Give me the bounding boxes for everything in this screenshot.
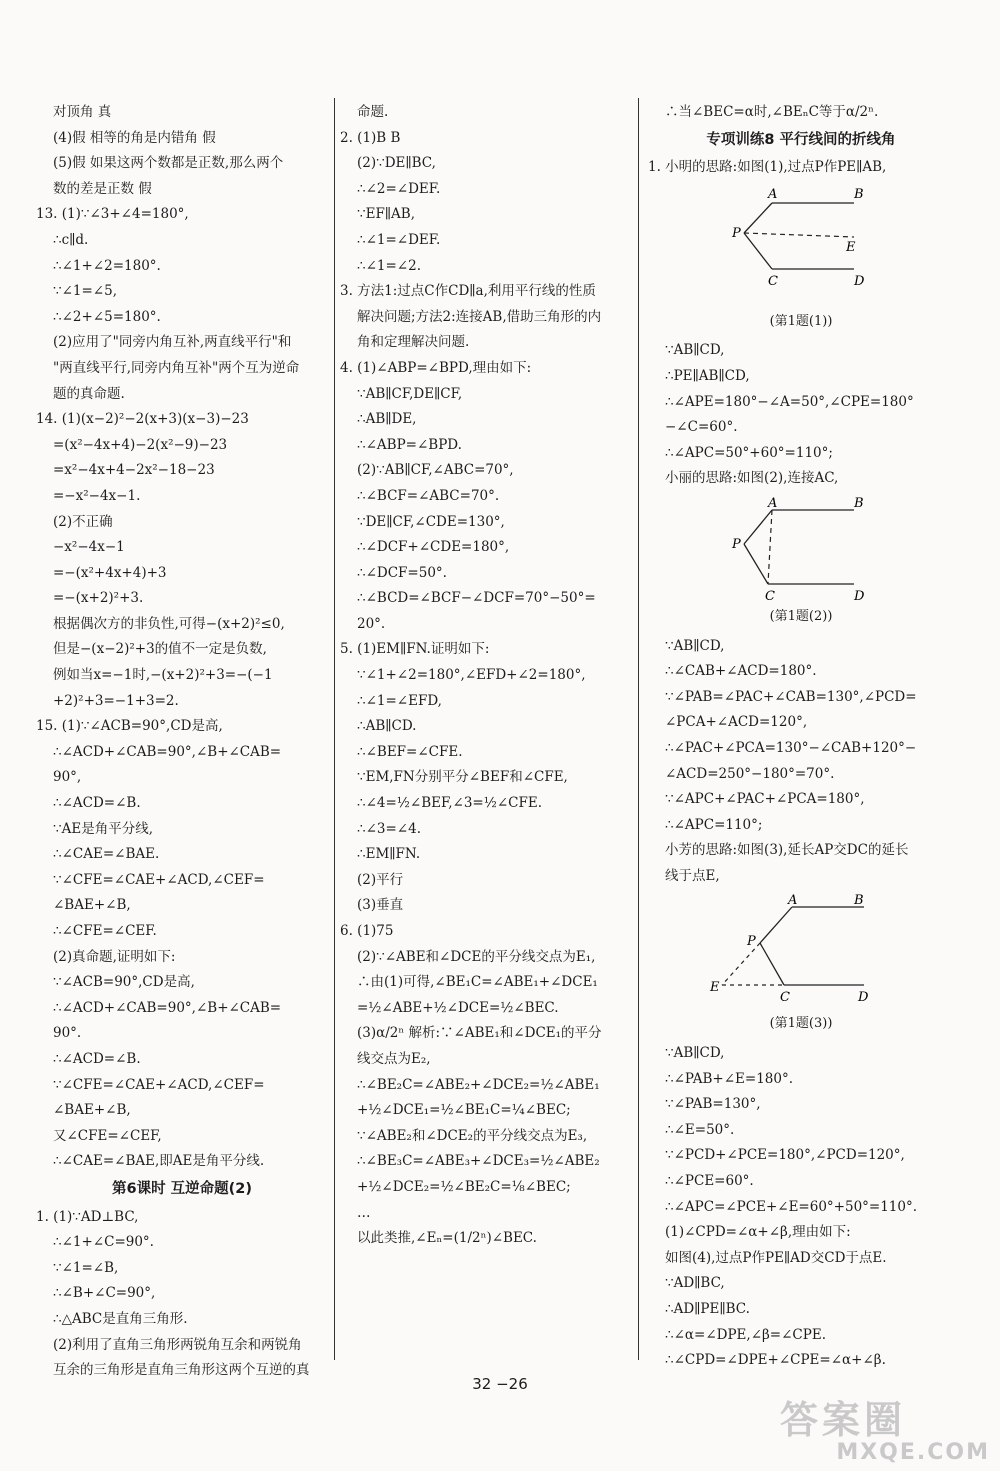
- answer-line: ∴∠CAE=∠BAE.: [53, 846, 160, 863]
- answer-line: (2)平行: [357, 871, 404, 888]
- figure-2: [648, 496, 954, 630]
- answer-line: 以此类推,∠Eₙ=(1/2ⁿ)∠BEC.: [357, 1230, 537, 1247]
- answer-line: ∴∠DCF+∠CDE=180°,: [357, 539, 510, 556]
- answer-line: ∴∠1=∠DEF.: [357, 231, 441, 248]
- answer-line: ∴∠CAB+∠ACD=180°.: [665, 663, 817, 680]
- label-A: A: [768, 186, 778, 202]
- answer-line: 如图(4),过点P作PE∥AD交CD于点E.: [665, 1249, 887, 1266]
- answer-line: ∵∠PCD+∠PCE=180°,∠PCD=120°,: [665, 1147, 905, 1164]
- answer-line: ∵AB∥CF,DE∥CF,: [357, 385, 463, 402]
- answer-line: 5. (1)EM∥FN.证明如下:: [340, 641, 490, 658]
- answer-line: ∴∠CPD=∠DPE+∠CPE=∠α+∠β.: [665, 1352, 886, 1369]
- question-1-intro: 1. 小明的思路:如图(1),过点P作PE∥AB,: [648, 159, 887, 176]
- answer-line: ∵∠APC+∠PAC+∠PCA=180°,: [665, 791, 865, 808]
- answer-line: ∴∠BEF=∠CFE.: [357, 743, 463, 760]
- column-divider-1: [334, 98, 335, 1360]
- label-A: A: [768, 495, 778, 511]
- answer-line: ∴∠BCD=∠BCF−∠DCF=70°−50°=: [357, 590, 596, 607]
- answer-line: ∵DE∥CF,∠CDE=130°,: [357, 513, 505, 530]
- answer-line: (2)真命题,证明如下:: [53, 948, 176, 965]
- page-number: 32 −26: [472, 1375, 528, 1393]
- label-D: D: [854, 273, 865, 289]
- answer-line: ∵∠ABE₂和∠DCE₂的平分线交点为E₃,: [357, 1127, 588, 1144]
- answer-line: ∴∠APC=∠PCE+∠E=60°+50°=110°.: [665, 1198, 918, 1215]
- answer-line: 20°.: [357, 615, 386, 632]
- figure-3-caption: (第1题(3)): [769, 1016, 833, 1032]
- answer-line: 互余的三角形是直角三角形这两个互逆的真: [53, 1362, 310, 1379]
- answer-line: (3)α/2ⁿ 解析:∵∠ABE₁和∠DCE₁的平分: [357, 1025, 602, 1042]
- figure-2-diagram: [648, 496, 948, 604]
- answer-column-2: [340, 100, 630, 1252]
- figure-3-diagram: [648, 893, 948, 1011]
- answer-line: ∵EF∥AB,: [357, 206, 416, 223]
- label-E: E: [846, 239, 856, 255]
- answer-line: −∠C=60°.: [665, 419, 738, 436]
- answer-line: 小芳的思路:如图(3),延长AP交DC的延长: [665, 842, 909, 859]
- answer-line: ∴AB∥DE,: [357, 411, 417, 428]
- answer-line: 解决问题;方法2:连接AB,借助三角形的内: [357, 308, 602, 325]
- answer-column-1: [36, 100, 328, 1384]
- answer-line: 小丽的思路:如图(2),连接AC,: [665, 470, 839, 487]
- answer-line: (4)假 相等的角是内错角 假: [53, 129, 216, 146]
- answer-line: ∴∠BCF=∠ABC=70°.: [357, 487, 500, 504]
- answer-line: ∴由(1)可得,∠BE₁C=∠ABE₁+∠DCE₁: [357, 974, 598, 991]
- answer-line: ∴∠1+∠C=90°.: [53, 1234, 154, 1251]
- label-B: B: [854, 893, 864, 909]
- answer-line: 1. (1)∵AD⊥BC,: [36, 1208, 139, 1225]
- answer-line: ∴∠4=½∠BEF,∠3=½∠CFE.: [357, 795, 542, 812]
- answer-line: ∴∠PAB+∠E=180°.: [665, 1070, 794, 1087]
- answer-line: ∠BAE+∠B,: [53, 1102, 131, 1119]
- answer-line: ∵AB∥CD,: [665, 342, 725, 359]
- answer-line: ∵∠1=∠B,: [53, 1259, 119, 1276]
- answer-line: ∴∠APE=180°−∠A=50°,∠CPE=180°: [665, 393, 914, 410]
- answer-line: +½∠DCE₁=½∠BE₁C=¼∠BEC;: [357, 1102, 571, 1119]
- answer-line: ∵EM,FN分别平分∠BEF和∠CFE,: [357, 769, 568, 786]
- answer-line: ∴∠PAC+∠PCA=130°−∠CAB+120°−: [665, 739, 917, 756]
- answer-line: (2)∵AB∥CF,∠ABC=70°,: [357, 462, 514, 479]
- answer-line: ∵∠1+∠2=180°,∠EFD+∠2=180°,: [357, 667, 586, 684]
- label-E: E: [710, 980, 720, 996]
- answer-line: 数的差是正数 假: [53, 180, 152, 197]
- answer-line: 题的真命题.: [53, 385, 125, 402]
- answer-line: 3. 方法1:过点C作CD∥a,利用平行线的性质: [340, 283, 596, 300]
- answer-line: …: [357, 1204, 371, 1221]
- label-A: A: [788, 893, 798, 909]
- answer-line: ∵∠PAB=∠PAC+∠CAB=130°,∠PCD=: [665, 688, 917, 705]
- answer-line: ∴当∠BEC=α时,∠BEₙC等于α/2ⁿ.: [665, 104, 879, 120]
- answer-line: 角和定理解决问题.: [357, 334, 470, 351]
- answer-line: ∴PE∥AB∥CD,: [665, 367, 750, 384]
- answer-line: =−x²−4x−1.: [53, 487, 141, 504]
- answer-line: (2)应用了"同旁内角互补,两直线平行"和: [53, 334, 292, 351]
- label-B: B: [854, 495, 864, 511]
- answer-column-3: [648, 100, 954, 1374]
- answer-line: =(x²−4x+4)−2(x²−9)−23: [53, 436, 228, 453]
- answer-line: ∠ACD=250°−180°=70°.: [665, 765, 835, 782]
- answer-line: ∴∠ACD=∠B.: [53, 795, 141, 812]
- answer-line: ∠PCA+∠ACD=120°,: [665, 714, 808, 731]
- answer-line: 线交点为E₂,: [357, 1050, 431, 1067]
- answer-line: ∠BAE+∠B,: [53, 897, 131, 914]
- answer-line: 6. (1)75: [340, 923, 394, 939]
- answer-line: ∴∠DCF=50°.: [357, 564, 447, 581]
- answer-line: ∴∠2=∠DEF.: [357, 180, 441, 197]
- answer-line: ∴EM∥FN.: [357, 846, 421, 863]
- answer-line: ∵∠1=∠5,: [53, 283, 117, 300]
- answer-line: ∴∠α=∠DPE,∠β=∠CPE.: [665, 1326, 826, 1343]
- answer-line: ∵AE是角平分线,: [53, 820, 153, 837]
- figure-2-caption: (第1题(2)): [769, 608, 833, 624]
- answer-line: ∴∠ACD=∠B.: [53, 1050, 141, 1067]
- label-P: P: [747, 934, 756, 950]
- answer-line: ∵∠CFE=∠CAE+∠ACD,∠CEF=: [53, 1076, 265, 1093]
- answer-line: (2)不正确: [53, 513, 113, 530]
- answer-line: 又∠CFE=∠CEF,: [53, 1127, 162, 1144]
- label-C: C: [768, 273, 778, 289]
- answer-line: ∵∠PAB=130°,: [665, 1096, 761, 1113]
- answer-line: 根据偶次方的非负性,可得−(x+2)²≤0,: [53, 615, 285, 632]
- answer-line: ∴∠CFE=∠CEF.: [53, 923, 157, 939]
- answer-line: −x²−4x−1: [53, 539, 125, 556]
- answer-line: ∴AD∥PE∥BC.: [665, 1301, 750, 1317]
- figure-1-diagram: [648, 185, 948, 309]
- answer-line: 90°.: [53, 1025, 82, 1042]
- answer-line: ∴∠1=∠EFD,: [357, 692, 442, 709]
- answer-line: (2)∵DE∥BC,: [357, 155, 436, 172]
- answer-line: ∴∠1+∠2=180°.: [53, 257, 161, 274]
- answer-line: ∴△ABC是直角三角形.: [53, 1310, 188, 1327]
- answer-line: ∴∠B+∠C=90°,: [53, 1285, 156, 1302]
- answer-line: (2)∵∠ABE和∠DCE的平分线交点为E₁,: [357, 948, 596, 965]
- label-C: C: [780, 990, 790, 1006]
- figure-3: [648, 893, 954, 1037]
- answer-line: ∵AB∥CD,: [665, 637, 725, 654]
- answer-line: (1)∠CPD=∠α+∠β,理由如下:: [665, 1224, 851, 1241]
- answer-line: 但是−(x−2)²+3的值不一定是负数,: [53, 641, 267, 658]
- answer-line: ∴c∥d.: [53, 231, 89, 248]
- watermark-logo-text: 答案圈: [780, 1398, 907, 1442]
- label-D: D: [858, 990, 869, 1006]
- answer-line: ∴∠ACD+∠CAB=90°,∠B+∠CAB=: [53, 999, 282, 1016]
- answer-line: =x²−4x+4−2x²−18−23: [53, 462, 215, 479]
- answer-line: ∴∠CAE=∠BAE,即AE是角平分线.: [53, 1153, 265, 1170]
- answer-line: ∴∠3=∠4.: [357, 820, 421, 837]
- answer-line: 90°,: [53, 769, 82, 786]
- answer-line: 线于点E,: [665, 867, 720, 884]
- answer-line: ∴∠APC=50°+60°=110°;: [665, 444, 833, 461]
- label-P: P: [732, 536, 741, 552]
- answer-line: 4. (1)∠ABP=∠BPD,理由如下:: [340, 359, 532, 376]
- answer-line: =−(x+2)²+3.: [53, 590, 144, 607]
- answer-line: 14. (1)(x−2)²−2(x+3)(x−3)−23: [36, 411, 249, 428]
- figure-1-caption: (第1题(1)): [769, 313, 833, 329]
- answer-line: (5)假 如果这两个数都是正数,那么两个: [53, 155, 284, 172]
- answer-line: 命题.: [357, 104, 389, 120]
- answer-line: ∵∠CFE=∠CAE+∠ACD,∠CEF=: [53, 871, 265, 888]
- answer-line: ∵AD∥BC,: [665, 1275, 725, 1292]
- answer-line: 例如当x=−1时,−(x+2)²+3=−(−1: [53, 667, 273, 684]
- answer-line: ∴∠ABP=∠BPD.: [357, 436, 462, 453]
- answer-line: ∴∠E=50°.: [665, 1121, 735, 1138]
- answer-line: ∵AB∥CD,: [665, 1045, 725, 1062]
- watermark-url: MXQE.COM: [836, 1440, 990, 1465]
- answer-line: ∴∠BE₂C=∠ABE₂+∠DCE₂=½∠ABE₁: [357, 1076, 600, 1093]
- answer-line: 15. (1)∵∠ACB=90°,CD是高,: [36, 718, 223, 735]
- figure-1: [648, 185, 954, 335]
- label-B: B: [854, 186, 864, 202]
- answer-line: +2)²+3=−1+3=2.: [53, 692, 179, 709]
- answer-line: 2. (1)B B: [340, 129, 401, 146]
- label-P: P: [732, 225, 741, 241]
- label-D: D: [854, 588, 865, 604]
- answer-line: 对顶角 真: [53, 104, 112, 120]
- lesson-heading: 第6课时 互逆命题(2): [112, 1180, 252, 1197]
- watermark: [780, 1400, 990, 1464]
- answer-line: "两直线平行,同旁内角互补"两个互为逆命: [53, 359, 300, 376]
- answer-line: ∴∠1=∠2.: [357, 257, 421, 274]
- answer-line: +½∠DCE₂=½∠BE₂C=⅛∠BEC;: [357, 1178, 571, 1195]
- label-C: C: [765, 588, 775, 604]
- answer-line: =−(x²+4x+4)+3: [53, 564, 167, 581]
- answer-line: (3)垂直: [357, 897, 404, 914]
- answer-line: ∴∠ACD+∠CAB=90°,∠B+∠CAB=: [53, 743, 282, 760]
- section-heading: 专项训练8 平行线间的折线角: [706, 131, 896, 148]
- answer-line: 13. (1)∵∠3+∠4=180°,: [36, 206, 189, 223]
- answer-line: (2)利用了直角三角形两锐角互余和两锐角: [53, 1336, 302, 1353]
- column-divider-2: [638, 98, 639, 1360]
- answer-line: ∴∠BE₃C=∠ABE₃+∠DCE₃=½∠ABE₂: [357, 1153, 600, 1170]
- answer-line: ∴∠PCE=60°.: [665, 1173, 754, 1190]
- answer-line: =½∠ABE+½∠DCE=½∠BEC.: [357, 999, 559, 1016]
- answer-line: ∵∠ACB=90°,CD是高,: [53, 974, 195, 991]
- answer-line: ∴AB∥CD.: [357, 718, 417, 735]
- answer-line: ∴∠APC=110°;: [665, 816, 763, 833]
- answer-line: ∴∠2+∠5=180°.: [53, 308, 161, 325]
